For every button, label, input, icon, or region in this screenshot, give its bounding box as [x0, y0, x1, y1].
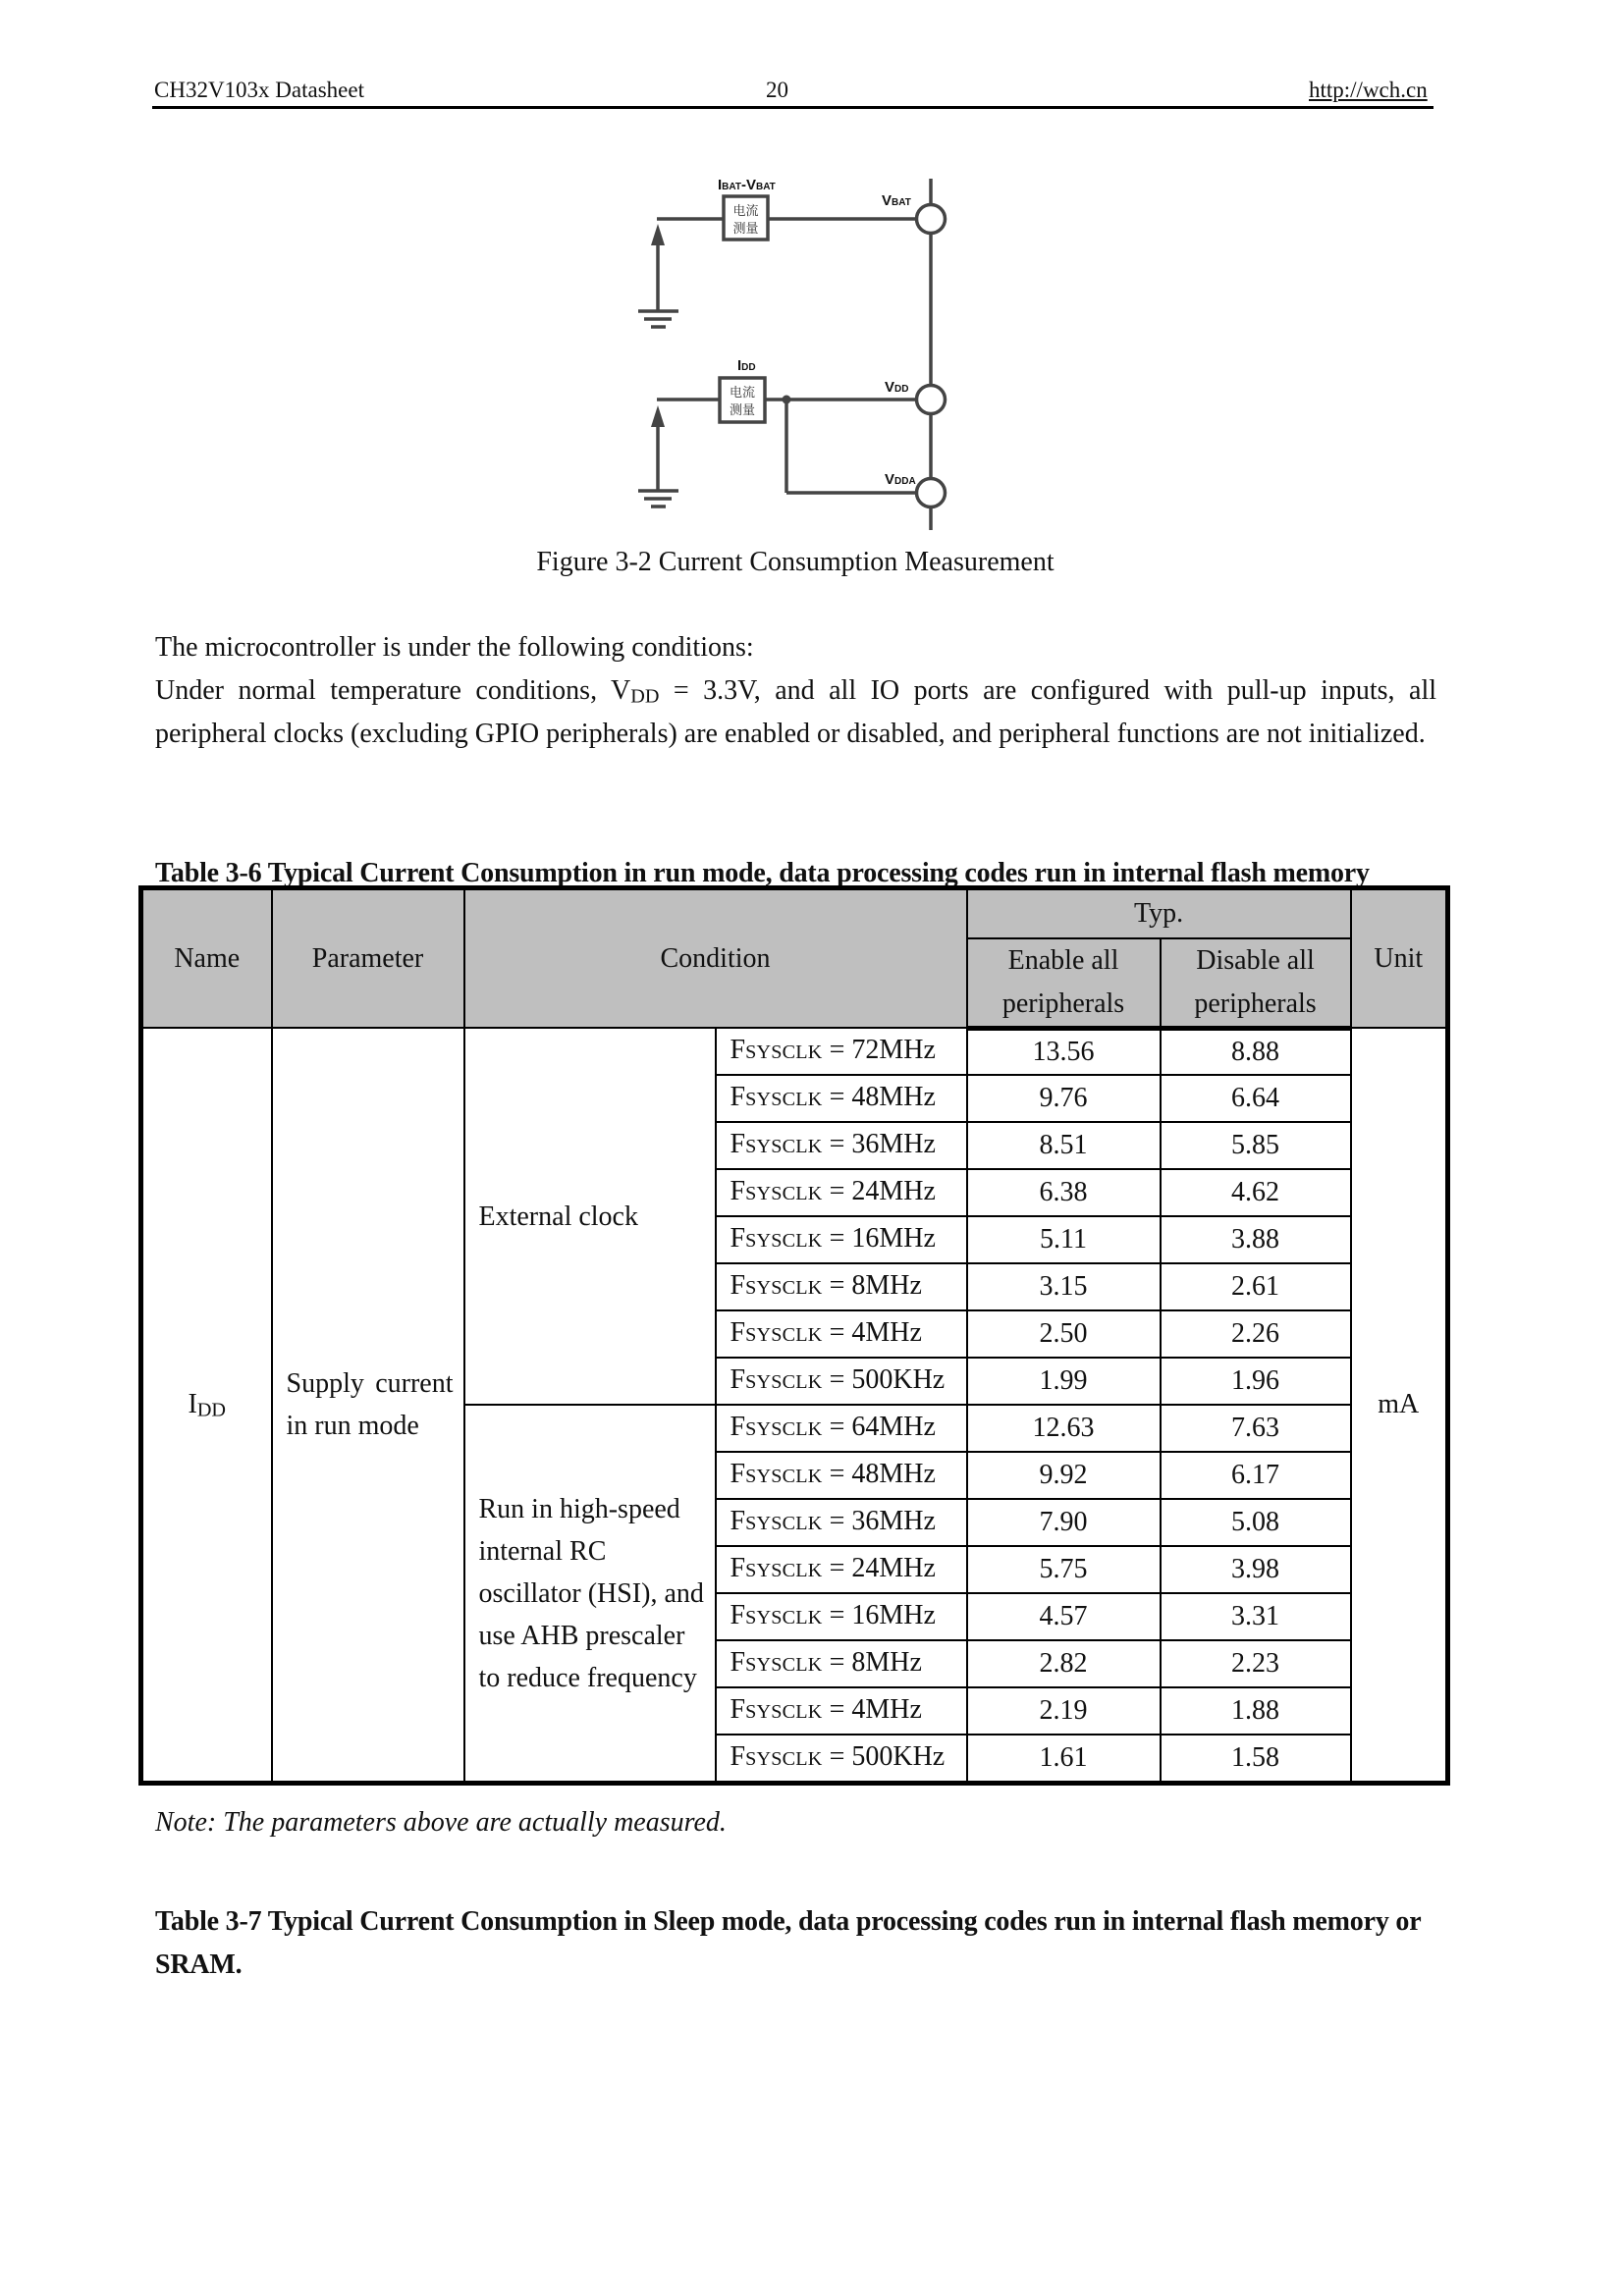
- cell-frequency: FSYSCLK = 500KHz: [716, 1735, 967, 1784]
- header-name: Name: [141, 888, 272, 1029]
- vdd-label: VDD: [885, 379, 909, 396]
- header-typ: Typ.: [967, 888, 1351, 938]
- cell-disable-all: 2.23: [1161, 1640, 1351, 1687]
- cell-disable-all: 5.08: [1161, 1499, 1351, 1546]
- cell-enable-all: 5.75: [967, 1546, 1161, 1593]
- cell-disable-all: 6.64: [1161, 1075, 1351, 1122]
- cell-disable-all: 2.26: [1161, 1310, 1351, 1358]
- header-parameter: Parameter: [272, 888, 464, 1029]
- cell-frequency: FSYSCLK = 72MHz: [716, 1028, 967, 1075]
- cell-unit: mA: [1351, 1028, 1448, 1784]
- header-condition: Condition: [464, 888, 967, 1029]
- cell-frequency: FSYSCLK = 4MHz: [716, 1687, 967, 1735]
- table-3-6-title: Table 3-6 Typical Current Consumption in run mode, data processing codes run in internal flash memory: [155, 858, 1370, 888]
- header-unit: Unit: [1351, 888, 1448, 1029]
- document-title: CH32V103x Datasheet: [154, 78, 364, 102]
- vdd-terminal: [917, 386, 946, 414]
- svg-text:测量: 测量: [732, 222, 759, 237]
- ibat-vbat-label: IBAT-VBAT: [718, 177, 776, 193]
- table-3-7-title: Table 3-7 Typical Current Consumption in Sleep mode, data processing codes run in internal flash memory or SRAM.: [155, 1906, 1421, 1980]
- header-disable-all: Disable all peripherals: [1161, 938, 1351, 1029]
- cell-frequency: FSYSCLK = 24MHz: [716, 1169, 967, 1216]
- table-row: [141, 1028, 1448, 1075]
- cell-frequency: FSYSCLK = 4MHz: [716, 1310, 967, 1358]
- cell-frequency: FSYSCLK = 48MHz: [716, 1452, 967, 1499]
- cell-enable-all: 5.11: [967, 1216, 1161, 1263]
- cell-enable-all: 1.61: [967, 1735, 1161, 1784]
- cell-frequency: FSYSCLK = 24MHz: [716, 1546, 967, 1593]
- cell-enable-all: 8.51: [967, 1122, 1161, 1169]
- figure-caption: Figure 3-2 Current Consumption Measurement: [536, 547, 1055, 577]
- page-number: 20: [766, 78, 788, 102]
- cell-frequency: FSYSCLK = 16MHz: [716, 1216, 967, 1263]
- cell-name: $I_{DD}$: [141, 1028, 272, 1784]
- cell-enable-all: 4.57: [967, 1593, 1161, 1640]
- idd-label: IDD: [737, 357, 756, 374]
- cell-frequency: FSYSCLK = 64MHz: [716, 1405, 967, 1452]
- cell-disable-all: 1.58: [1161, 1735, 1351, 1784]
- header-enable-all: Enable all peripherals: [967, 938, 1161, 1029]
- cell-disable-all: 8.88: [1161, 1028, 1351, 1075]
- header-divider: [152, 106, 1434, 109]
- cell-enable-all: 2.82: [967, 1640, 1161, 1687]
- cell-frequency: FSYSCLK = 8MHz: [716, 1263, 967, 1310]
- idd-current-meter: [720, 378, 765, 422]
- cell-disable-all: 5.85: [1161, 1122, 1351, 1169]
- cell-enable-all: 9.92: [967, 1452, 1161, 1499]
- cell-enable-all: 12.63: [967, 1405, 1161, 1452]
- cell-frequency: FSYSCLK = 36MHz: [716, 1499, 967, 1546]
- cell-disable-all: 1.96: [1161, 1358, 1351, 1405]
- cell-condition: External clock: [464, 1028, 716, 1405]
- cell-disable-all: 2.61: [1161, 1263, 1351, 1310]
- table-body: [141, 1028, 1448, 1784]
- current-consumption-table: [138, 885, 1450, 1786]
- svg-text:电流: 电流: [729, 386, 756, 400]
- up-arrow-icon: [651, 405, 665, 427]
- conditions-intro: The microcontroller is under the following conditions:: [155, 632, 754, 663]
- vbat-label: VBAT: [882, 192, 911, 209]
- cell-disable-all: 1.88: [1161, 1687, 1351, 1735]
- cell-enable-all: 6.38: [967, 1169, 1161, 1216]
- up-arrow-icon: [651, 224, 665, 245]
- cell-enable-all: 1.99: [967, 1358, 1161, 1405]
- table-note: Note: The parameters above are actually measured.: [155, 1807, 727, 1838]
- ground-icon: [638, 491, 678, 507]
- svg-text:电流: 电流: [732, 204, 759, 219]
- cell-parameter: Supply current in run mode: [272, 1028, 464, 1784]
- cell-frequency: FSYSCLK = 500KHz: [716, 1358, 967, 1405]
- cell-disable-all: 3.88: [1161, 1216, 1351, 1263]
- cell-frequency: FSYSCLK = 48MHz: [716, 1075, 967, 1122]
- ibat-current-meter: [724, 196, 768, 240]
- cell-enable-all: 13.56: [967, 1028, 1161, 1075]
- website-link[interactable]: http://wch.cn: [1309, 78, 1428, 102]
- cell-frequency: FSYSCLK = 8MHz: [716, 1640, 967, 1687]
- cell-condition: Run in high-speed internal RC oscillator (HSI), and use AHB prescaler to reduce frequency: [464, 1405, 716, 1784]
- cell-frequency: FSYSCLK = 16MHz: [716, 1593, 967, 1640]
- cell-disable-all: 4.62: [1161, 1169, 1351, 1216]
- cell-enable-all: 7.90: [967, 1499, 1161, 1546]
- vdda-terminal: [917, 479, 946, 507]
- current-measurement-diagram: [619, 167, 982, 540]
- cell-disable-all: 3.31: [1161, 1593, 1351, 1640]
- ground-icon: [638, 311, 678, 327]
- svg-text:测量: 测量: [729, 403, 756, 418]
- cell-enable-all: 3.15: [967, 1263, 1161, 1310]
- cell-enable-all: 2.19: [967, 1687, 1161, 1735]
- cell-disable-all: 6.17: [1161, 1452, 1351, 1499]
- conditions-paragraph: Under normal temperature conditions, $V_{DD} = 3.3V$, and all IO ports are configured with pull-up inputs, all peripheral clocks (excluding GPIO peripherals) are enabled or disabled, and peripheral functions are not initialized.: [155, 675, 1437, 749]
- vdda-label: VDDA: [885, 471, 916, 488]
- cell-enable-all: 9.76: [967, 1075, 1161, 1122]
- vbat-terminal: [917, 205, 946, 234]
- cell-disable-all: 7.63: [1161, 1405, 1351, 1452]
- cell-enable-all: 2.50: [967, 1310, 1161, 1358]
- cell-disable-all: 3.98: [1161, 1546, 1351, 1593]
- cell-frequency: FSYSCLK = 36MHz: [716, 1122, 967, 1169]
- junction-dot: [783, 396, 791, 404]
